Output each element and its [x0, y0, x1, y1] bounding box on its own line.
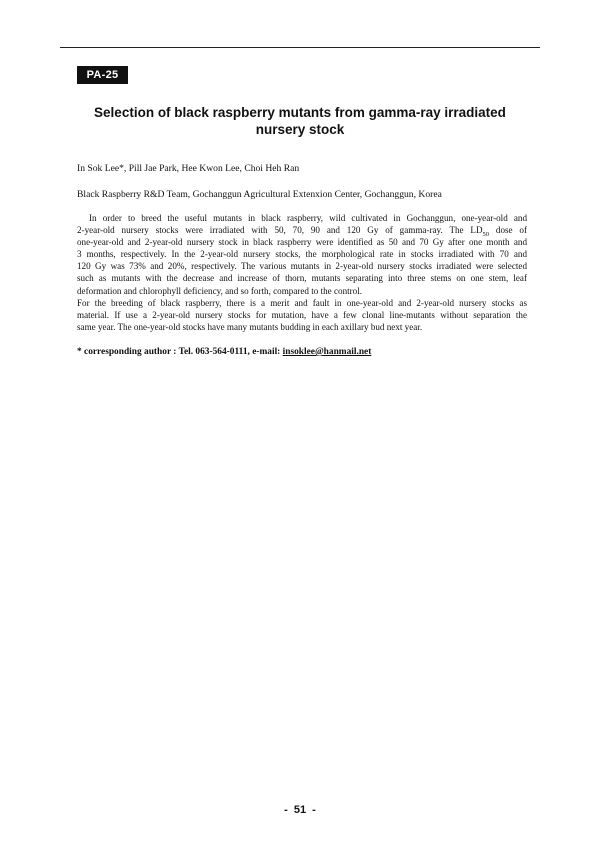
- abstract-paragraph-2: [77, 297, 527, 333]
- abstract-line: material. If use a 2-year-old nursery stocks for mutation, have a few clonal line-mutants without separation the: [77, 309, 527, 320]
- paper-title: [70, 104, 530, 138]
- abstract-line: deformation and chlorophyll deficiency, and so forth, compared to the control.: [77, 285, 363, 296]
- title-line-1: Selection of black raspberry mutants from gamma-ray irradiated: [94, 105, 506, 120]
- abstract-line: 120 Gy was 73% and 20%, respectively. The various mutants in 2-year-old nursery stocks irradiated were selected: [77, 261, 527, 272]
- corresponding-author-contact: * corresponding author : Tel. 063-564-0111, e-mail:: [77, 347, 283, 357]
- abstract-line: 2-year-old nursery stocks were irradiated with 50, 70, 90 and 120 Gy of gamma-ray. The $LD_{50}$ dose of: [77, 225, 527, 238]
- email-link[interactable]: insoklee@hanmail.net: [282, 347, 372, 357]
- abstract-paragraph-1: [77, 212, 527, 297]
- corresponding-author: [77, 346, 371, 358]
- abstract-line: For the breeding of black raspberry, there is a merit and fault in one-year-old and 2-year-old nursery stocks as: [77, 297, 527, 308]
- abstract-line: such as mutants with the decrease and increase of thorn, mutants separating into three stems on one stem, leaf: [77, 273, 527, 284]
- page-number: - 51 -: [284, 804, 316, 816]
- title-line-2: nursery stock: [255, 122, 345, 137]
- abstract-line: In order to breed the useful mutants in black raspberry, wild cultivated in Gochanggun, one-year-old and: [89, 213, 527, 223]
- abstract-line: one-year-old and 2-year-old nursery stock in black raspberry were identified as 50 and 70 Gy after one month and: [77, 237, 527, 248]
- top-rule: [60, 47, 540, 48]
- abstract-line: 3 months, respectively. In the 2-year-old nursery stocks, the morphological rate in stocks irradiated with 70 and: [77, 249, 527, 260]
- abstract: [77, 212, 527, 333]
- author-list: In Sok Lee*, Pill Jae Park, Hee Kwon Lee, Choi Heh Ran: [77, 163, 300, 174]
- abstract-line: same year. The one-year-old stocks have many mutants budding in each axillary bud next year.: [77, 321, 423, 332]
- section-badge: PA-25: [77, 66, 128, 84]
- affiliation: Black Raspberry R&D Team, Gochanggun Agricultural Extenxion Center, Gochanggun, Korea: [77, 189, 442, 200]
